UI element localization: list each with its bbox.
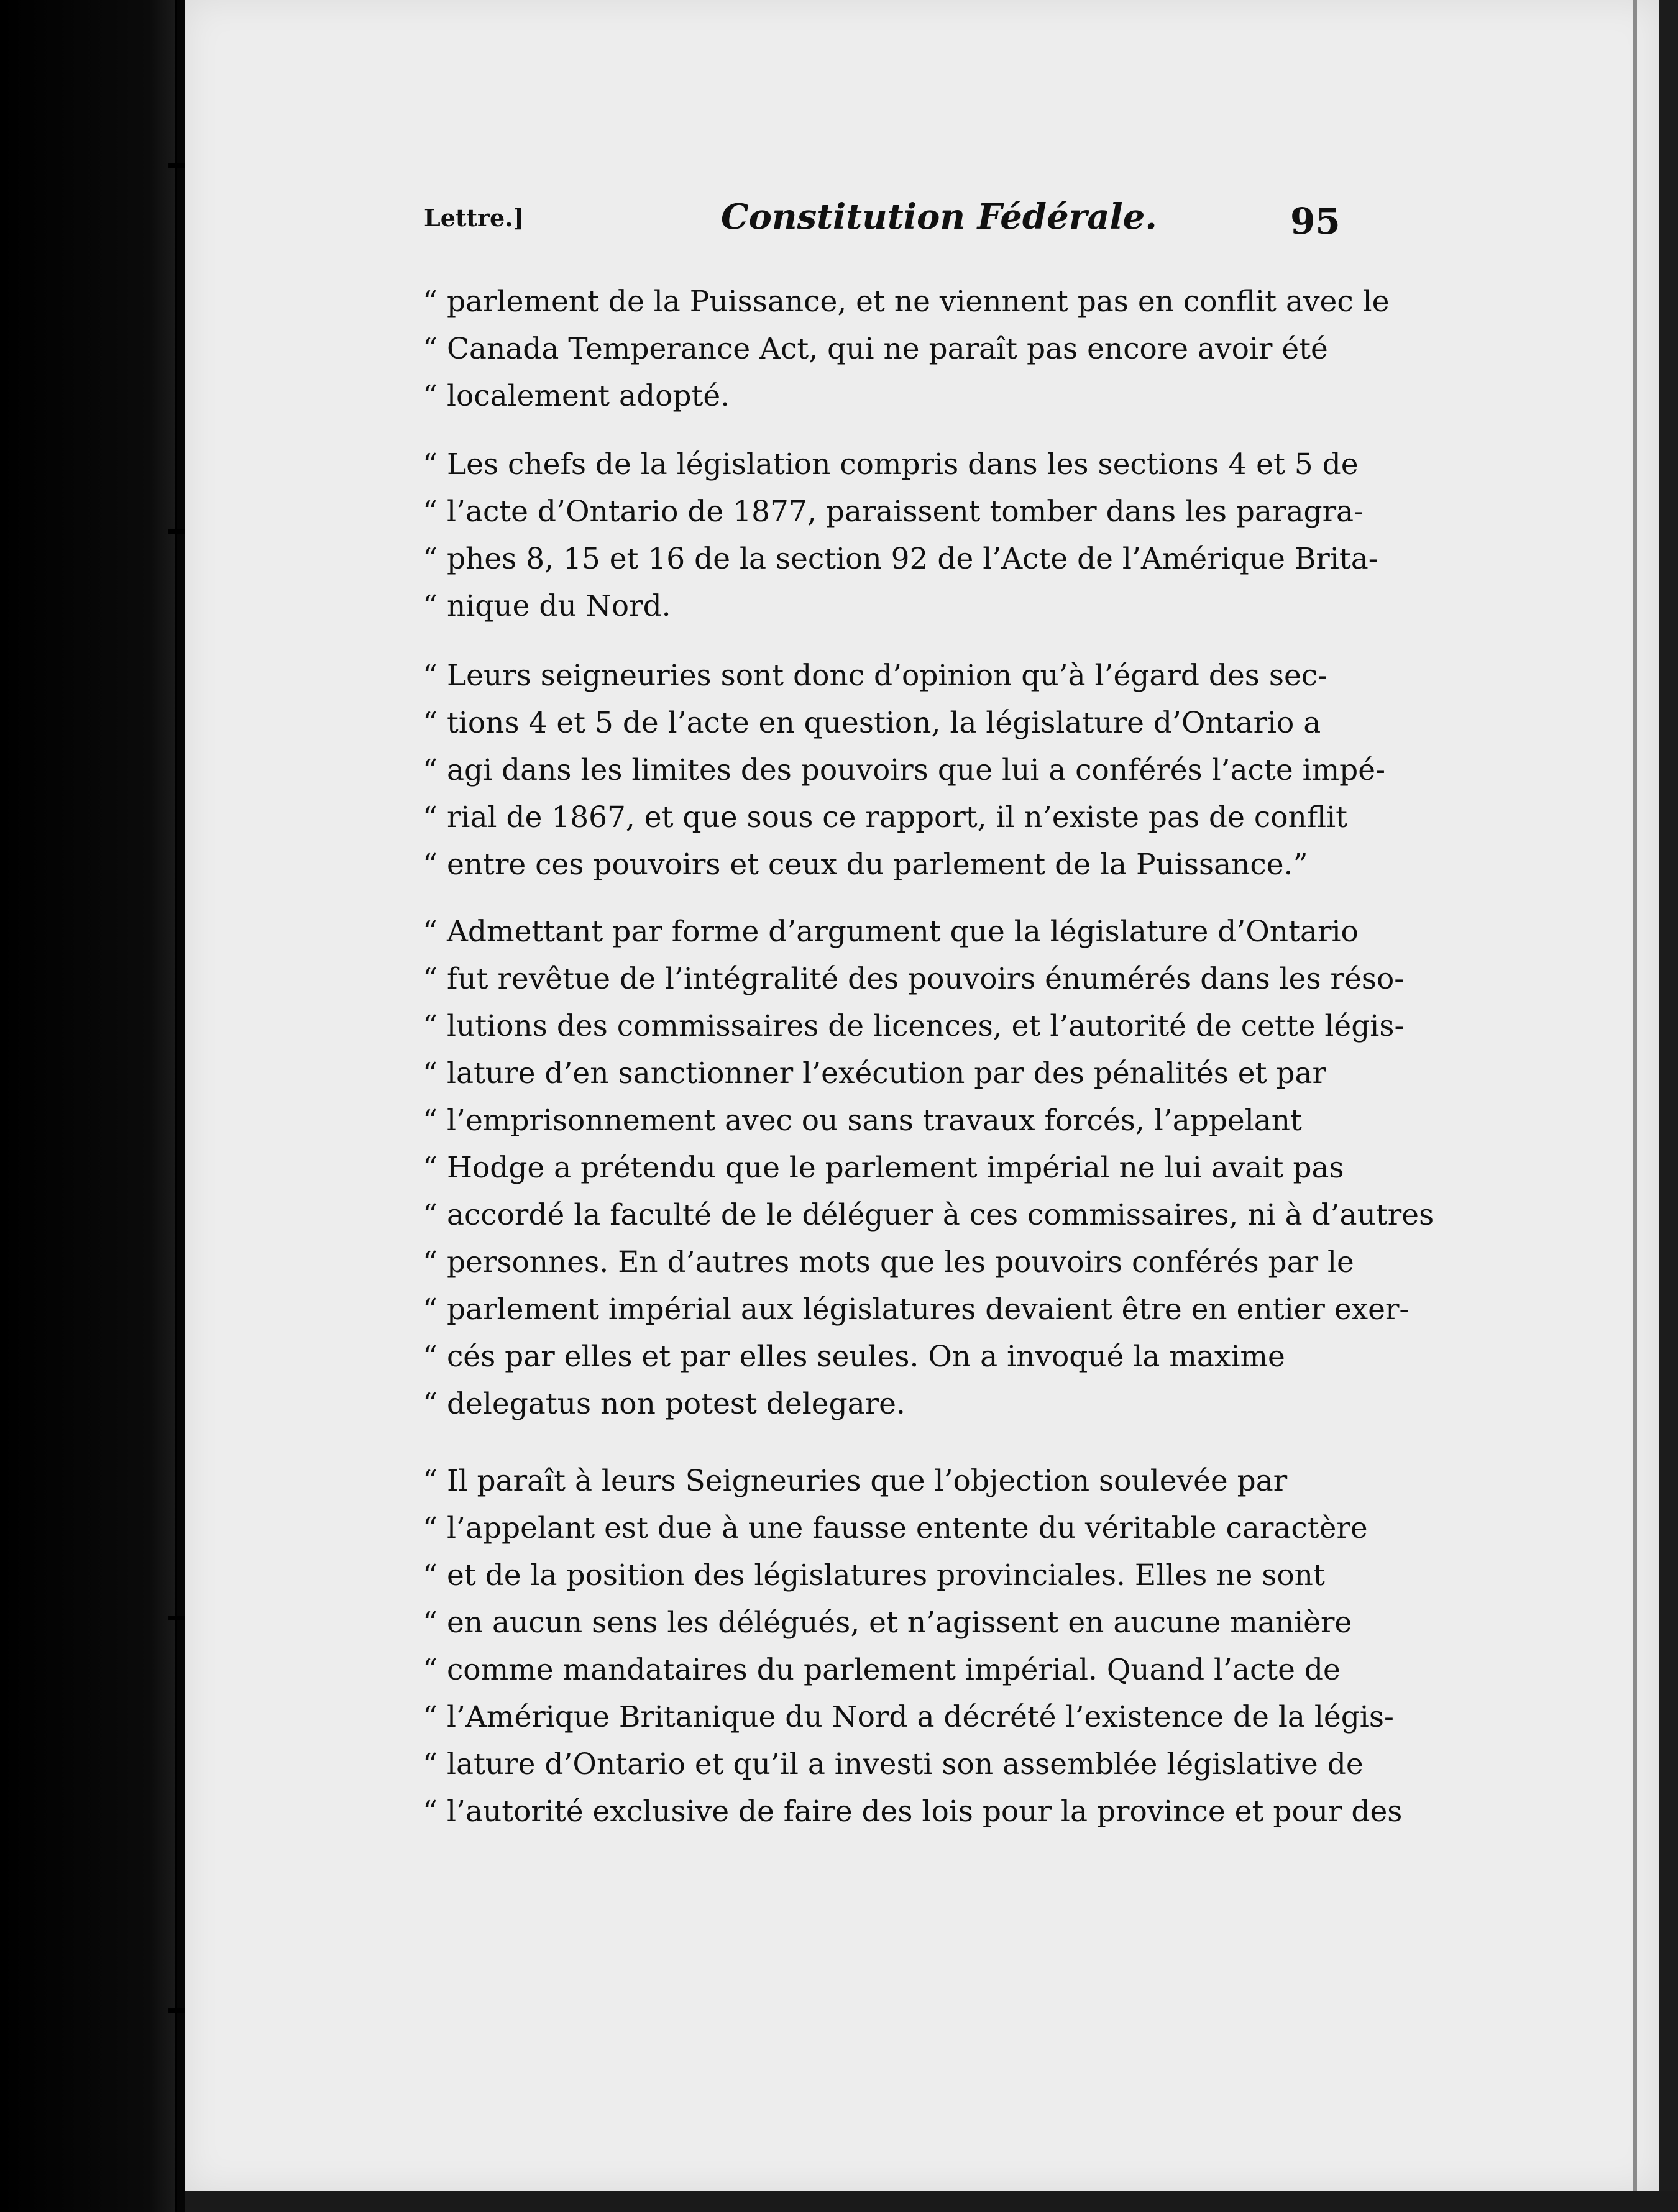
text-line: “ nique du Nord. (423, 589, 671, 623)
text-line: “ cés par elles et par elles seules. On a invoqué la maxime (423, 1340, 1285, 1374)
text-line: “ l’emprisonnement avec ou sans travaux forcés, l’appelant (423, 1104, 1302, 1138)
running-head-left: Lettre.] (424, 204, 525, 232)
text-line: “ et de la position des législatures provinciales. Elles ne sont (423, 1558, 1325, 1593)
text-line: “ lature d’en sanctionner l’exécution par des pénalités et par (423, 1056, 1326, 1090)
paragraph (423, 1458, 1560, 1835)
text-line: “ en aucun sens les délégués, et n’agissent en aucune manière (423, 1606, 1352, 1640)
text-line: “ parlement impérial aux législatures devaient être en entier exer- (423, 1292, 1410, 1327)
text-line: “ Il paraît à leurs Seigneuries que l’objection soulevée par (423, 1464, 1288, 1498)
text-line: “ accordé la faculté de le déléguer à ces commissaires, ni à d’autres (423, 1198, 1434, 1232)
right-border (1659, 0, 1678, 2212)
running-head-title: Constitution Fédérale. (721, 196, 1157, 237)
text-line: “ l’acte d’Ontario de 1877, paraissent tomber dans les paragra- (423, 495, 1364, 529)
paragraph (423, 441, 1560, 630)
paragraph (423, 908, 1560, 1428)
text-line: “ personnes. En d’autres mots que les pouvoirs conférés par le (423, 1245, 1354, 1279)
page-body (423, 278, 1560, 1835)
text-line: “ lutions des commissaires de licences, et l’autorité de cette légis- (423, 1009, 1405, 1043)
text-line: “ phes 8, 15 et 16 de la section 92 de l’Acte de l’Amérique Brita- (423, 542, 1378, 576)
text-line: “ Canada Temperance Act, qui ne paraît pas encore avoir été (423, 332, 1328, 366)
bottom-border (185, 2191, 1678, 2212)
text-line: “ Leurs seigneuries sont donc d’opinion qu’à l’égard des sec- (423, 659, 1327, 693)
page-number: 95 (1290, 200, 1341, 242)
paragraph (423, 652, 1560, 889)
text-line: “ delegatus non potest delegare. (423, 1387, 905, 1421)
text-line: “ l’appelant est due à une fausse entente du véritable caractère (423, 1511, 1368, 1545)
text-line: “ entre ces pouvoirs et ceux du parlement de la Puissance.” (423, 848, 1308, 882)
paragraph (423, 278, 1560, 420)
text-line: “ fut revêtue de l’intégralité des pouvoirs énumérés dans les réso- (423, 962, 1405, 996)
page-edge-shadow (1633, 0, 1637, 2191)
text-line: “ rial de 1867, et que sous ce rapport, il n’existe pas de conflit (423, 800, 1348, 834)
text-line: “ l’autorité exclusive de faire des lois pour la province et pour des (423, 1794, 1403, 1829)
text-line: “ comme mandataires du parlement impérial. Quand l’acte de (423, 1653, 1341, 1687)
binding-gutter (0, 0, 175, 2212)
text-line: “ tions 4 et 5 de l’acte en question, la législature d’Ontario a (423, 706, 1321, 740)
text-line: “ Hodge a prétendu que le parlement impérial ne lui avait pas (423, 1151, 1344, 1185)
text-line: “ Les chefs de la législation compris dans les sections 4 et 5 de (423, 447, 1359, 482)
text-line: “ localement adopté. (423, 379, 730, 413)
text-line: “ Admettant par forme d’argument que la législature d’Ontario (423, 915, 1359, 949)
text-line: “ parlement de la Puissance, et ne viennent pas en conflit avec le (423, 285, 1390, 319)
text-line: “ l’Amérique Britanique du Nord a décrété l’existence de la légis- (423, 1700, 1394, 1734)
text-line: “ lature d’Ontario et qu’il a investi son assemblée législative de (423, 1747, 1364, 1781)
text-line: “ agi dans les limites des pouvoirs que lui a conférés l’acte impé- (423, 753, 1385, 787)
